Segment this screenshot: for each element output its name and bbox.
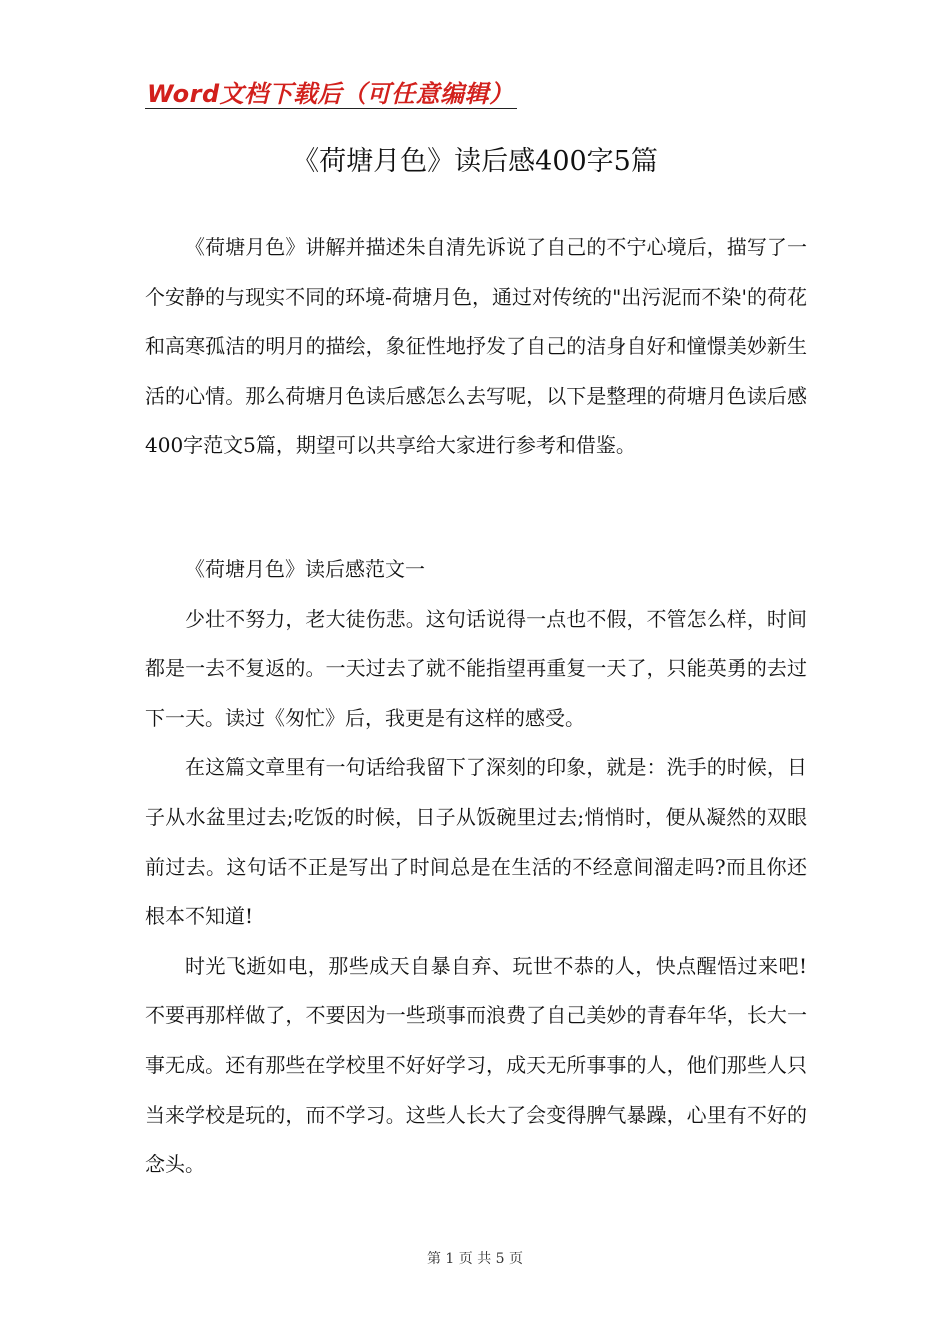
body-paragraph-2: 在这篇文章里有一句话给我留下了深刻的印象，就是：洗手的时候，日子从水盆里过去;吃饭的时候，日子从饭碗里过去;悄悄时，便从凝然的双眼前过去。这句话不正是写出了时间总是在生活的不经意间溜走吗?而且你还根本不知道! [145, 755, 807, 929]
body-paragraph-3: 时光飞逝如电，那些成天自暴自弃、玩世不恭的人，快点醒悟过来吧!不要再那样做了，不要因为一些琐事而浪费了自己美妙的青春年华，长大一事无成。还有那些在学校里不好好学习，成天无所事事的人，他们那些人只当来学校是玩的，而不学习。这些人长大了会变得脾气暴躁，心里有不好的念头。 [145, 953, 807, 1177]
page-number-footer: 第 1 页 共 5 页 [426, 1251, 524, 1267]
document-body [145, 223, 807, 1190]
download-banner-text: Word文档下载后（可任意编辑） [147, 80, 514, 108]
body-paragraph-1: 少壮不努力，老大徒伤悲。这句话说得一点也不假，不管怎么样，时间都是一去不复返的。一天过去了就不能指望再重复一天了，只能英勇的去过下一天。读过《匆忙》后，我更是有这样的感受。 [145, 606, 807, 730]
document-title: 《荷塘月色》读后感400字5篇 [292, 146, 658, 177]
intro-paragraph: 《荷塘月色》讲解并描述朱自清先诉说了自己的不宁心境后，描写了一个安静的与现实不同的环境-荷塘月色，通过对传统的"出污泥而不染'的荷花和高寒孤洁的明月的描绘，象征性地抒发了自己的洁身自好和憧憬美妙新生活的心情。那么荷塘月色读后感怎么去写呢，以下是整理的荷塘月色读后感400字范文5篇，期望可以共享给大家进行参考和借鉴。 [145, 235, 807, 458]
section-heading: 《荷塘月色》读后感范文一 [185, 556, 425, 581]
download-banner [145, 72, 517, 109]
